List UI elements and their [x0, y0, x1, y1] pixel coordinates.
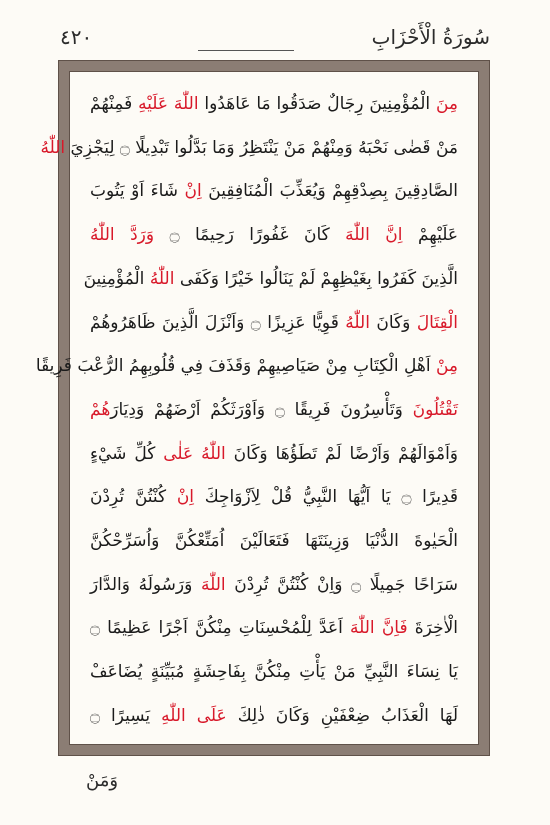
verse-text: شَاءَ اَوْ يَتُوبَ — [90, 181, 185, 202]
verse-line — [90, 658, 458, 686]
highlighted-word: اِنْ — [176, 487, 195, 508]
catchword: وَمَنْ — [86, 770, 119, 791]
verse-line — [90, 90, 458, 118]
verse-line — [40, 134, 458, 162]
highlighted-word: اِنْ — [184, 181, 202, 202]
verse-text: وَاَمْوَالَهُمْ وَاَرْضًا لَمْ تَطَؤُهَا وَكَانَ — [225, 443, 459, 464]
verse-text: اَعَدَّ لِلْمُحْسِنَاتِ مِنْكُنَّ اَجْرًا عَظِيمًا ۝ — [90, 618, 350, 639]
page-number: ٤٢٠ — [60, 25, 93, 49]
highlighted-word: اللّٰهَ — [173, 94, 199, 114]
verse-line — [90, 614, 458, 642]
verse-text: وَتَأْسِرُونَ فَرِيقًا ۝ وَاَوْرَثَكُمْ اَرْضَهُمْ وَدِيَارَ — [110, 399, 413, 420]
verse-text: مَنْ قَضٰى نَحْبَهُ وَمِنْهُمْ مَنْ يَنْتَظِرُ وَمَا بَدَّلُوا تَبْدِيلًا ۝ لِيَجْزِيَ — [65, 137, 458, 158]
verse-text: الْمُؤْمِنِينَ رِجَالٌ صَدَقُوا مَا عَاهَدُوا — [198, 94, 436, 114]
verse-text: لَهَا الْعَذَابُ ضِعْفَيْنِ وَكَانَ ذٰلِكَ — [226, 705, 459, 726]
verse-text: كُنْتُنَّ تُرِدْنَ — [90, 487, 177, 508]
highlighted-word: عَلَيْهِ — [138, 94, 169, 114]
verse-text: وَرَسُولَهُ وَالدَّارَ — [90, 574, 201, 595]
highlighted-word: اللّٰهُ — [149, 268, 175, 289]
page-frame — [35, 60, 490, 756]
highlighted-word: مِنَ — [435, 94, 459, 114]
quran-text — [35, 90, 459, 730]
highlighted-word: اللّٰهَ — [201, 574, 226, 595]
verse-text: فَمِنْهُمْ — [90, 94, 139, 114]
verse-text: الَّذِينَ كَفَرُوا بِغَيْظِهِمْ لَمْ يَنَالُوا خَيْرًا وَكَفَى — [174, 268, 458, 289]
highlighted-word: الْقِتَالَ — [416, 312, 458, 333]
verse-line — [90, 440, 458, 468]
verse-text: قَدِيرًا ۝ يَا اَيُّهَا النَّبِيُّ قُلْ لِاَزْوَاجِكَ — [194, 487, 458, 508]
verse-line — [90, 571, 458, 599]
verse-text: كَانَ غَفُورًا رَحِيمًا ۝ — [154, 225, 346, 246]
verse-line — [90, 396, 458, 424]
highlighted-word: عَلَى اللّٰهِ — [161, 705, 227, 726]
highlighted-word: اللّٰهُ عَلٰى — [163, 443, 226, 464]
verse-line — [90, 309, 458, 337]
title-underline — [198, 50, 294, 51]
verse-text: كُلِّ شَيْءٍ — [90, 443, 164, 464]
verse-text: قَوِيًّا عَزِيزًا ۝ وَاَنْزَلَ الَّذِينَ ظَاهَرُوهُمْ — [90, 312, 346, 333]
sura-title: سُورَةُ الْأَحْزَابِ — [371, 25, 490, 49]
verse-text: يَسِيرًا ۝ — [90, 705, 162, 726]
highlighted-word: فَاِنَّ اللّٰهَ — [350, 618, 408, 639]
verse-text: يَا نِسَاءَ النَّبِيِّ مَنْ يَأْتِ مِنْكُنَّ بِفَاحِشَةٍ مُبَيِّنَةٍ يُضَاعَفْ — [90, 662, 458, 683]
verse-line — [90, 702, 458, 730]
verse-line — [90, 177, 458, 205]
page-header — [60, 22, 490, 52]
verse-text: سَرَاحًا جَمِيلًا ۝ وَاِنْ كُنْتُنَّ تُرِدْنَ — [225, 574, 458, 595]
highlighted-word: اِنَّ اللّٰهَ — [345, 225, 403, 246]
verse-text: الْاٰخِرَةَ — [407, 618, 458, 639]
highlighted-word: اللّٰهُ — [345, 312, 370, 333]
verse-line — [90, 221, 458, 249]
highlighted-word: تَقْتُلُونَ — [412, 399, 459, 420]
verse-line — [90, 527, 458, 555]
verse-text: الْمُؤْمِنِينَ — [83, 268, 150, 289]
verse-text: الصَّادِقِينَ بِصِدْقِهِمْ وَيُعَذِّبَ الْمُنَافِقِينَ — [201, 181, 458, 202]
verse-line — [83, 265, 458, 293]
verse-text: عَلَيْهِمْ — [402, 225, 458, 246]
verse-text: وَكَانَ — [369, 312, 417, 333]
highlighted-word: هُمْ — [90, 399, 111, 420]
verse-text: اَهْلِ الْكِتَابِ مِنْ صَيَاصِيهِمْ وَقَذَفَ فِي قُلُوبِهِمُ الرُّعْبَ فَرِيقًا — [35, 356, 436, 377]
highlighted-word: وَرَدَّ اللّٰهُ — [90, 225, 155, 246]
highlighted-word: اللّٰهُ — [40, 137, 66, 158]
verse-line — [90, 483, 458, 511]
text-area — [35, 71, 479, 745]
verse-text: الْحَيٰوةَ الدُّنْيَا وَزِينَتَهَا فَتَعَالَيْنَ اُمَتِّعْكُنَّ وَاُسَرِّحْكُنَّ — [90, 531, 458, 552]
verse-line — [35, 352, 458, 380]
highlighted-word: مِنْ — [435, 356, 458, 377]
